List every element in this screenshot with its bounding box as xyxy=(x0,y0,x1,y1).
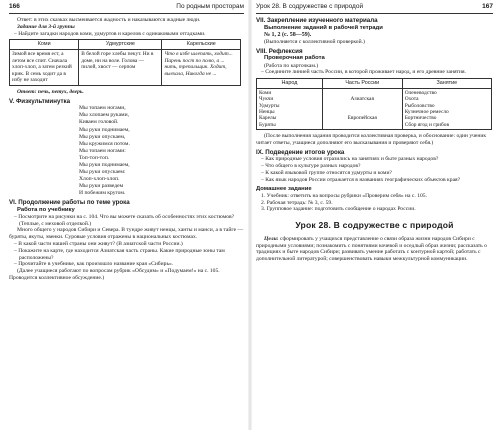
vi-item: (Далее учащиеся работают по вопросам рубрик «Обсудим» и «Подумаем!» на с. 105. Проводится коллективное обсуждение.) xyxy=(9,268,220,282)
people-item: Удмурты xyxy=(259,102,280,109)
peoples-table xyxy=(256,78,492,130)
part-item: Европейская xyxy=(347,115,377,121)
riddles-header-udmurt: Удмуртские xyxy=(79,40,162,50)
section-viii-note: (Работа по карточкам.) xyxy=(264,62,319,69)
left-page-number: 166 xyxy=(9,3,20,10)
lesson-title: Урок 28. В содружестве с природой xyxy=(295,220,454,231)
poem-line: Мы руки поднимаем, xyxy=(79,126,130,133)
goals-text: сформировать у учащихся представление о связи образа жизни народов Сибири с природными условиями; познакомить с понятиями кочевой и оседлый образ жизни; рассказать о традициях и быте народов Сибири; развивать умение работать с контурной картой; работать с дополнительной литературой; совершенствовать навыки межкультурной коммуникации. xyxy=(256,235,487,263)
job-item: Бортничество xyxy=(404,115,437,122)
poem-line: Мы хлопаем руками, xyxy=(79,112,129,119)
task-text: – Найдите загадки народов коми, удмуртов и карелов с одинаковыми отгадками. xyxy=(14,30,206,37)
section-viii-title: VIII. Рефлексия xyxy=(256,47,303,55)
job-item: Охота xyxy=(404,96,419,103)
peoples-header-part: Часть России xyxy=(322,79,402,89)
left-running-header xyxy=(9,0,244,14)
after-table-note: (После выполнения задания проводится коллективная проверка, и обоснование: один ученик читает ответы, учащиеся дополняют его высказывания и проверяют себя.) xyxy=(256,133,487,146)
section-vi-subtitle: Работа по учебнику xyxy=(17,206,75,213)
section-vii-reference: № 1, 2 (с. 58—59). xyxy=(264,31,312,38)
poem-line: Киваем головой. xyxy=(79,119,119,126)
lesson-goals xyxy=(256,236,493,263)
homework-item: 2. Рабочая тетрадь: № 3, с. 59. xyxy=(261,199,333,206)
vi-item: – Покажите на карте, где находится Азиатская часть страны. Какие природные зоны там расположены? xyxy=(14,247,225,261)
people-item: Карелы xyxy=(259,115,277,122)
homework-item: 3. Групповое задание: подготовить сообщение о народах России. xyxy=(261,206,416,213)
left-running-title: По родным просторам xyxy=(176,3,244,10)
people-item: Чукчи xyxy=(259,96,274,103)
poem-line: Топ-топ-топ. xyxy=(79,154,110,161)
answer-riddles: Ответ: печь, петух, дверь. xyxy=(17,89,84,95)
ix-item: – К какой языковой группе относятся удмурты и коми? xyxy=(261,169,392,176)
answer-line: Ответ: в этих сказках высмеивается жадность и наказываются жадные люди. xyxy=(17,17,201,23)
homework-item: 1. Учебник: ответить на вопросы рубрики «Проверим себя» на с. 105. xyxy=(261,192,427,199)
vi-item: – Посмотрите на рисунки на с. 104. Что вы можете сказать об особенностях этих костюмов? (Теплые, с меховой отделкой.) xyxy=(14,213,235,227)
vi-item: Много общего у народов Сибири и Севера. В тундре живут ненцы, ханты и манси, а в тайге — буряты, якуты, эвенки. Суровые условия отражены в национальных костюмах. xyxy=(9,227,244,241)
riddles-cell-karel: Что в избе шлепать, ходит... Парень пост по полю, а ... нить, трепальщик. Ходит, выехала, Никогда не ... xyxy=(162,50,241,86)
poem-line: Мы руки разведем xyxy=(79,182,124,189)
ix-item: – Как природные условия отразились на занятиях и быте разных народов? xyxy=(261,156,439,163)
vi-item: – В какой части нашей страны они живут? (В азиатской части России.) xyxy=(14,241,183,247)
left-page xyxy=(0,0,248,430)
section-v-title: V. Физкультминутка xyxy=(9,97,71,105)
right-running-header xyxy=(256,0,493,14)
job-item: Рыболовство xyxy=(404,102,435,109)
poem-line: Мы руки опускаем: xyxy=(79,168,126,175)
vi-item: – Прочитайте в учебнике, как произошло название края «Сибирь». xyxy=(14,261,174,268)
peoples-header-people: Народ xyxy=(257,79,323,89)
goals-label: Цели: xyxy=(264,235,279,242)
section-vii-title: VII. Закрепление изученного материала xyxy=(256,17,378,24)
right-page xyxy=(248,0,500,430)
section-vi-title: VI. Продолжение работы по теме урока xyxy=(9,198,130,206)
poem-line: Мы кружимся потом. xyxy=(79,140,130,147)
section-vii-subtitle: Выполнение заданий в рабочей тетради xyxy=(264,24,383,31)
section-ix-title: IX. Подведение итогов урока xyxy=(256,148,345,156)
task-label: Задание для 3-й группы xyxy=(17,23,75,30)
job-item: Сбор ягод и грибов xyxy=(404,121,450,128)
poem-line: И побежим кругом. xyxy=(79,189,126,196)
section-vii-note: (Выполняется с коллективной проверкой.) xyxy=(264,39,365,46)
parts-column xyxy=(322,88,402,129)
riddles-header-karel: Карельские xyxy=(162,40,241,50)
homework-title: Домашнее задание xyxy=(256,185,312,192)
part-item: Азиатская xyxy=(350,96,374,103)
section-viii-subtitle: Проверочная работа xyxy=(264,55,325,62)
right-page-number: 167 xyxy=(482,3,493,10)
section-viii-task: – Соедините линией часть России, в которой проживает народ, и его древние занятия. xyxy=(261,69,466,76)
job-item: Оленеводство xyxy=(404,89,437,96)
riddles-cell-udmurt: В белой горе хлебы пекут. Ни в доме, ни на воле. Голова — пилой, хвост — серпом xyxy=(79,50,162,86)
poem-line: Мы топаем ногами, xyxy=(79,105,126,112)
poem-line: Мы руки опускаем, xyxy=(79,133,126,140)
people-item: Коми xyxy=(259,89,272,96)
ix-item: – Как язык народов России отражается в названиях географических объектов края? xyxy=(261,176,461,183)
jobs-column xyxy=(402,88,491,129)
poem xyxy=(9,105,244,197)
poem-line: Хлоп-хлоп-хлоп. xyxy=(79,175,120,182)
right-running-title: Урок 28. В содружестве с природой xyxy=(256,3,364,10)
people-item: Ненцы xyxy=(259,109,275,115)
riddles-cell-komi: Зимой все время ест, а летом все спит. Сначала хлоп-хлоп, а затем резкий крик. В семь ходит да в избу не заходит xyxy=(10,50,79,86)
riddles-header-komi: Коми xyxy=(10,40,79,50)
riddles-table xyxy=(9,39,241,86)
job-item: Кузнечное ремесло xyxy=(404,109,449,115)
ix-item: – Что общего в культуре разных народов? xyxy=(261,163,361,170)
peoples-column xyxy=(257,88,323,129)
peoples-header-job: Занятие xyxy=(402,79,491,89)
poem-line: Мы руки поднимаем, xyxy=(79,161,130,168)
poem-line: Мы топаем ногами: xyxy=(79,147,126,154)
people-item: Буряты xyxy=(259,121,276,128)
